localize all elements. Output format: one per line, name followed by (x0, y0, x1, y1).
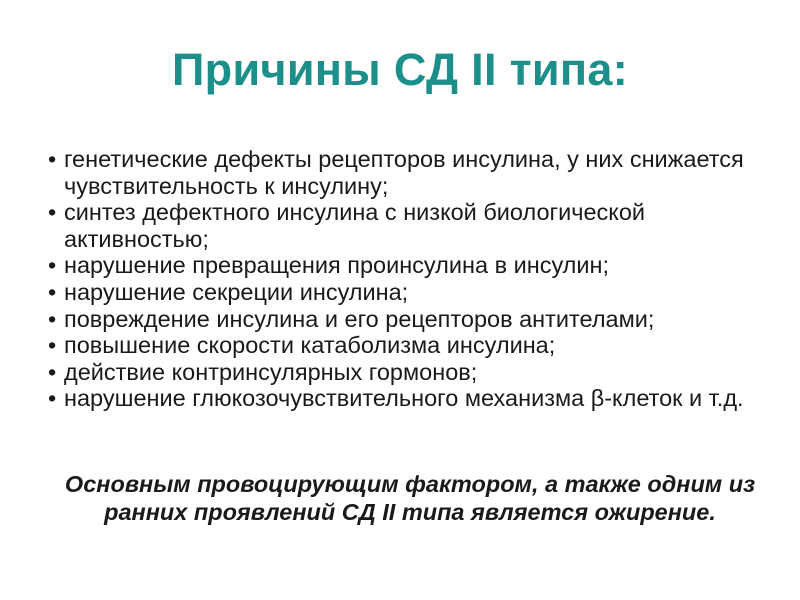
conclusion-text: Основным провоцирующим фактором, а также одним из ранних проявлений СД II типа является ожирение. (64, 471, 756, 525)
list-item (48, 279, 768, 306)
list-item (48, 306, 768, 333)
bullet-icon: • (48, 199, 57, 226)
bullet-icon: • (48, 252, 57, 279)
list-item-text: повреждение инсулина и его рецепторов антителами; (64, 305, 655, 332)
bullet-icon: • (48, 385, 57, 412)
list-item-text: нарушение глюкозочувствительного механизма β-клеток и т.д. (64, 385, 744, 412)
bullet-icon: • (48, 332, 57, 359)
list-item (48, 359, 768, 386)
bullet-icon: • (48, 305, 57, 332)
list-item (48, 146, 768, 199)
list-item-text: нарушение превращения проинсулина в инсулин; (64, 252, 610, 279)
list-item (48, 252, 768, 279)
bullet-icon: • (48, 358, 57, 385)
list-item (48, 385, 768, 412)
bullet-icon: • (48, 146, 57, 172)
list-item (48, 332, 768, 359)
list-item-text: генетические дефекты рецепторов инсулина, у них снижается чувствительность к инсулину; (64, 146, 744, 199)
list-item-text: нарушение секреции инсулина; (64, 278, 409, 305)
bullet-icon: • (48, 278, 57, 305)
bullet-list (48, 146, 768, 412)
list-item-text: повышение скорости катаболизма инсулина; (64, 332, 556, 359)
list-item-text: синтез дефектного инсулина с низкой биологической активностью; (64, 199, 646, 252)
list-item-text: действие контринсулярных гормонов; (64, 358, 478, 385)
slide-title: Причины СД II типа: (172, 44, 628, 95)
list-item (48, 199, 768, 252)
